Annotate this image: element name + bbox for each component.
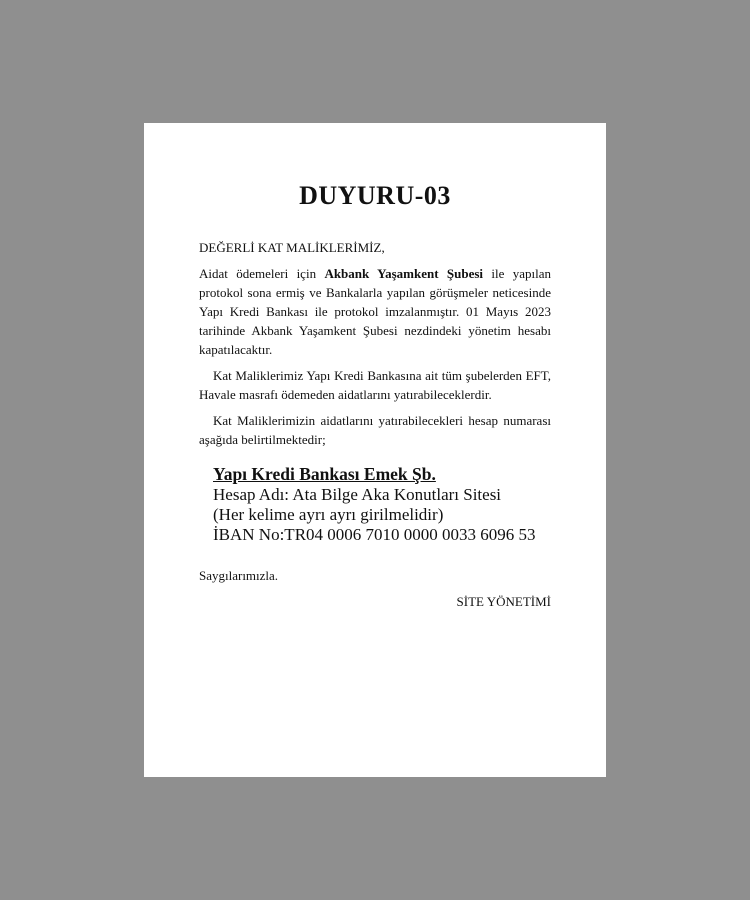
iban-number: İBAN No:TR04 0006 7010 0000 0033 6096 53 xyxy=(213,525,536,544)
paragraph-protocol xyxy=(199,264,551,359)
paragraph-protocol-start: Aidat ödemeleri için xyxy=(199,266,325,281)
paragraph-account-intro: Kat Maliklerimizin aidatlarını yatırabilecekleri hesap numarası aşağıda belirtilmektedir; xyxy=(199,413,551,447)
document-page xyxy=(144,123,606,777)
account-note: (Her kelime ayrı ayrı girilmelidir) xyxy=(213,505,444,524)
paragraph-protocol-end: ile yapılan protokol sona ermiş ve Bankalarla yapılan görüşmeler neticesinde Yapı Kredi Bankası ile protokol imzalanmıştır. 01 Mayıs 2023 tarihinde Akbank Yaşamkent Şubesi nezdindeki yönetim hesabı kapatılacaktır. xyxy=(199,266,551,357)
signature: SİTE YÖNETİMİ xyxy=(456,594,551,609)
bank-name: Yapı Kredi Bankası Emek Şb. xyxy=(213,464,436,484)
akbank-branch-name: Akbank Yaşamkent Şubesi xyxy=(324,266,484,281)
document-title: DUYURU-03 xyxy=(299,181,451,210)
salutation: DEĞERLİ KAT MALİKLERİMİZ, xyxy=(199,240,385,255)
account-name: Hesap Adı: Ata Bilge Aka Konutları Sitesi xyxy=(213,485,502,504)
bank-info-block xyxy=(213,463,551,545)
closing-text: Saygılarımızla. xyxy=(199,568,279,583)
paragraph-branches: Kat Maliklerimiz Yapı Kredi Bankasına ait tüm şubelerden EFT, Havale masrafı ödemeden aidatlarını yatırabileceklerdir. xyxy=(199,368,551,402)
